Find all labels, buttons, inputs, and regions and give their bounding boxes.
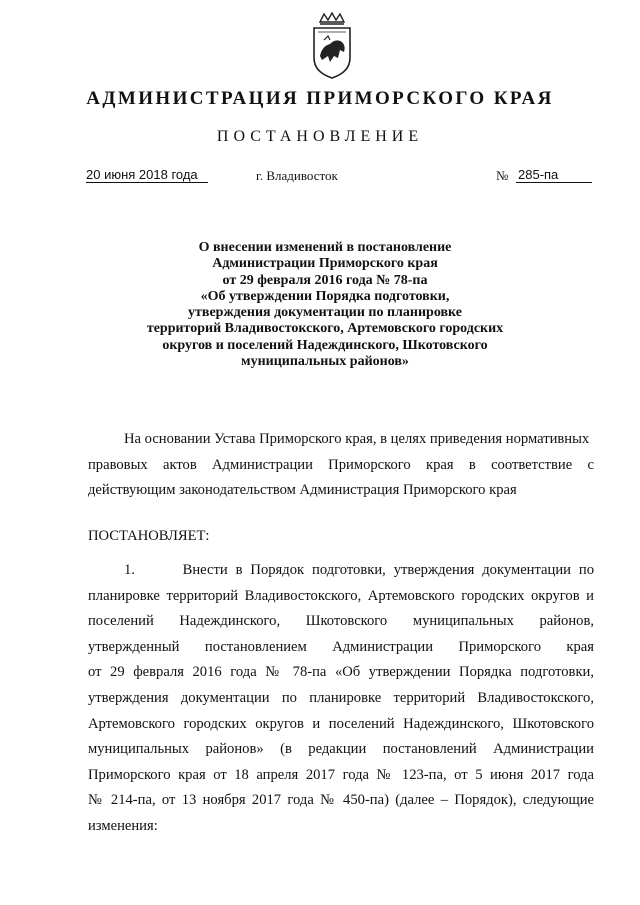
subject-line: от 29 февраля 2016 года № 78-па — [222, 272, 428, 288]
subject-line: территорий Владивостокского, Артемовского городских — [146, 321, 504, 337]
preamble-paragraph — [88, 427, 594, 504]
subject-line: муниципальных районов» — [241, 354, 409, 370]
item-line: муниципальных районов» (в редакции постановлений Администрации — [88, 741, 594, 758]
subject-line: Администрации Приморского края — [212, 256, 438, 272]
subject-line: утверждения документации по планировке — [188, 305, 462, 321]
subject-line: «Об утверждении Порядка подготовки, — [200, 288, 450, 304]
item-line: Приморского края от 18 апреля 2017 года № 123-па, от 5 июня 2017 года — [88, 766, 594, 783]
subject-line: О внесении изменений в постановление — [198, 240, 452, 255]
document-city: г. Владивосток — [256, 168, 338, 183]
preamble-line: На основании Устава Приморского края, в целях приведения нормативных — [124, 431, 590, 447]
decree-word: ПОСТАНОВЛЯЕТ: — [88, 528, 210, 544]
item-line: утвержденный постановлением Администрации Приморского края — [88, 638, 594, 655]
item-line: изменения: — [88, 817, 158, 834]
preamble-line: действующим законодательством Администрация Приморского края — [88, 482, 517, 499]
document-number: 285-па — [516, 168, 592, 183]
preamble-line: правовых актов Администрации Приморского края в соответствие с — [88, 456, 594, 473]
document-subject — [100, 240, 550, 370]
item-line: утверждения документации по планировке территорий Владивостокского, — [88, 689, 594, 706]
item-line: от 29 февраля 2016 года № 78-па «Об утверждении Порядка подготовки, — [88, 664, 594, 681]
document-date: 20 июня 2018 года — [86, 168, 208, 183]
document-number-label: № — [496, 168, 509, 183]
subject-line: округов и поселений Надеждинского, Шкотовского — [162, 337, 488, 353]
item-line: 1. Внести в Порядок подготовки, утверждения документации по — [124, 562, 594, 578]
item-line: № 214-па, от 13 ноября 2017 года № 450-па) (далее – Порядок), следующие — [88, 792, 594, 809]
document-type: ПОСТАНОВЛЕНИЕ — [216, 128, 424, 145]
item-line: поселений Надеждинского, Шкотовского муниципальных районов, — [88, 613, 594, 630]
item-1-paragraph — [88, 558, 594, 840]
primorsky-krai-coat-of-arms-icon — [300, 12, 364, 82]
item-line: Артемовского городских округов и поселений Надеждинского, Шкотовского — [88, 715, 594, 732]
item-line: планировке территорий Владивостокского, Артемовского городских округов и — [88, 587, 594, 604]
organization-title: АДМИНИСТРАЦИЯ ПРИМОРСКОГО КРАЯ — [86, 88, 554, 109]
